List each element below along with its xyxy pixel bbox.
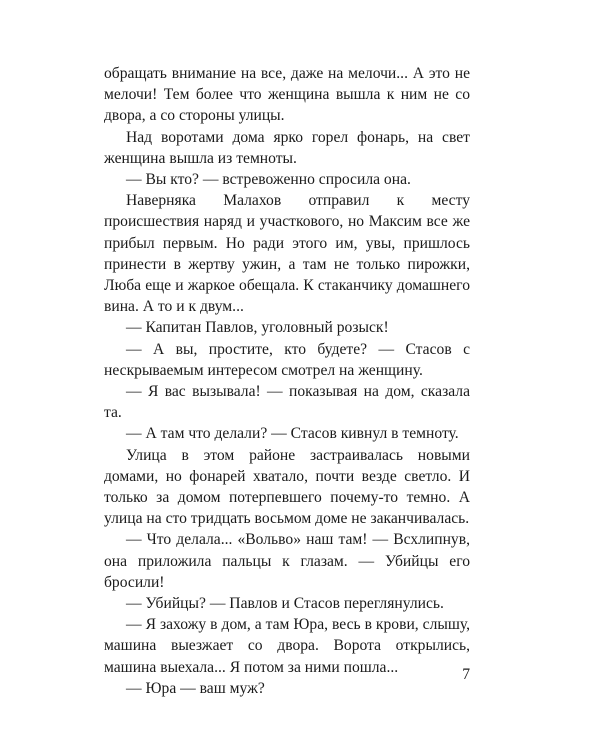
paragraph: — А вы, простите, кто будете? — Стасов с нескрываемым интересом смотрел на женщину. [104, 340, 470, 379]
paragraph: — Капитан Павлов, уголовный розыск! [126, 319, 389, 337]
paragraph: — Вы кто? — встревоженно спросила она. [126, 171, 411, 189]
paragraph: Над воротами дома ярко горел фонарь, на свет женщина вышла из темноты. [104, 128, 470, 167]
paragraph: — Что делала... «Вольво» наш там! — Всхлипнув, она приложила пальцы к глазам. — Убийцы его бросили! [104, 531, 470, 591]
paragraph: — Юра — ваш муж? [126, 679, 265, 697]
page-number: 7 [462, 666, 470, 683]
paragraph: Наверняка Малахов отправил к месту происшествия наряд и участкового, но Максим все же прибыл первым. Но ради этого им, увы, пришлось принести в жертву ужин, а там не только пирожки, Люба еще и жаркое обещала. К стаканчику домашнего вина. А то и к двум... [104, 192, 470, 316]
paragraph: — А там что делали? — Стасов кивнул в темноту. [126, 425, 459, 443]
paragraph: обращать внимание на все, даже на мелочи... А это не мелочи! Тем более что женщина вышла к ним не со двора, а со стороны улицы. [104, 65, 470, 125]
body-text [104, 63, 470, 699]
paragraph: — Я вас вызывала! — показывая на дом, сказала та. [104, 383, 470, 422]
paragraph: — Убийцы? — Павлов и Стасов переглянулись. [126, 595, 444, 613]
paragraph: Улица в этом районе застраивалась новыми домами, но фонарей хватало, почти везде светло. И только за домом потерпевшего почему-то темно. А улица на сто тридцать восьмом доме не заканчивалась. [104, 446, 470, 528]
paragraph: — Я захожу в дом, а там Юра, весь в крови, слышу, машина выезжает со двора. Ворота открылись, машина выехала... Я потом за ними пошла... [104, 616, 470, 676]
